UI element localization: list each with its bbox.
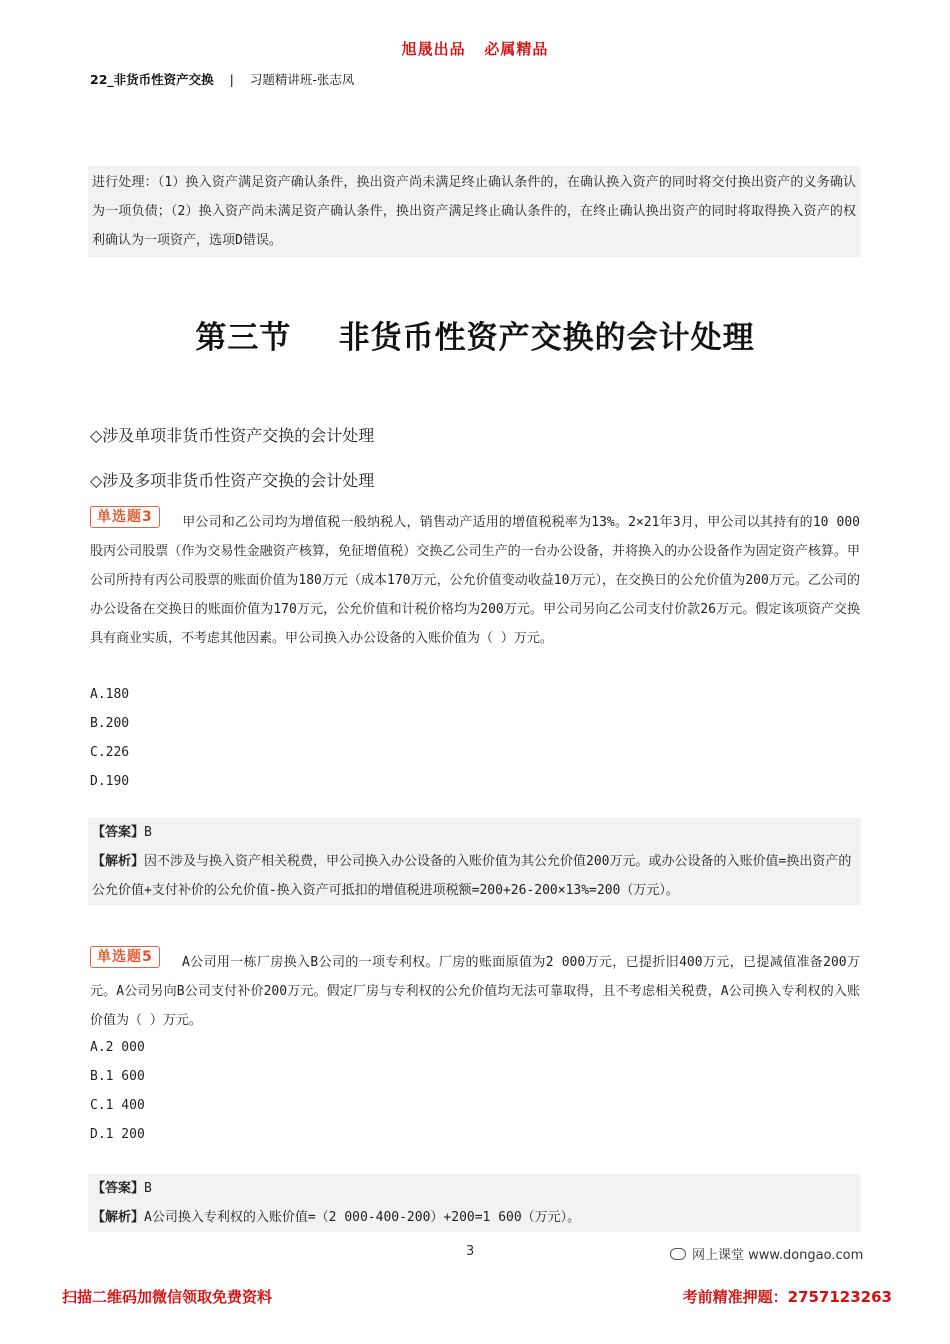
question-stem <box>90 948 860 1035</box>
previous-explanation: 进行处理：（1）换入资产满足资产确认条件，换出资产尚未满足终止确认条件的，在确认换入资产的同时将交付换出资产的义务确认为一项负债；（2）换入资产尚未满足资产确认条件，换出资产满足终止确认条件的，在终止确认换出资产的同时将取得换入资产的权利确认为一项资产，选项D错误。 <box>88 166 861 257</box>
answer-line <box>92 1174 856 1203</box>
analysis-text: A公司换入专利权的入账价值=（2 000-400-200）+200=1 600（万元）。 <box>144 1210 581 1225</box>
question-text: A公司用一栋厂房换入B公司的一项专利权。厂房的账面原值为2 000万元，已提折旧400万元，已提减值准备200万元。A公司另向B公司支付补价200万元。假定厂房与专利权的公允价值均无法可靠取得，且不考虑相关税费，A公司换入专利权的入账价值为（ ）万元。 <box>90 955 860 1028</box>
option-c: C.1 400 <box>90 1098 145 1113</box>
option-b: B.200 <box>90 716 130 731</box>
answer-block <box>88 818 861 905</box>
course-subtitle: 习题精讲班-张志凤 <box>249 72 355 87</box>
analysis-label: 【解析】 <box>92 854 145 869</box>
footer-brand <box>670 1244 863 1263</box>
answer-line <box>92 818 856 847</box>
question-badge: 单选题5 <box>90 946 160 968</box>
promo-left: 扫描二维码加微信领取免费资料 <box>62 1288 273 1306</box>
option-a: A.2 000 <box>90 1040 145 1055</box>
course-code: 22_非货币性资产交换 <box>90 72 214 87</box>
answer-label: 【答案】 <box>92 825 145 840</box>
running-header <box>90 70 354 88</box>
answer-label: 【答案】 <box>92 1181 145 1196</box>
option-c: C.226 <box>90 745 130 760</box>
analysis-text: 因不涉及与换入资产相关税费，甲公司换入办公设备的入账价值为其公允价值200万元。或办公设备的入账价值=换出资产的公允价值+支付补价的公允价值-换入资产可抵扣的增值税进项税额=200+26-200×13%=200（万元）。 <box>92 854 852 898</box>
header-separator: | <box>229 72 234 87</box>
bullet-multi-exchange: ◇涉及多项非货币性资产交换的会计处理 <box>90 471 375 490</box>
option-d: D.1 200 <box>90 1127 145 1142</box>
analysis-label: 【解析】 <box>92 1210 145 1225</box>
cloud-icon <box>670 1248 686 1260</box>
question-text: 甲公司和乙公司均为增值税一般纳税人，销售动产适用的增值税税率为13%。2×21年3月，甲公司以其持有的10 000股丙公司股票（作为交易性金融资产核算，免征增值税）交换乙公司生产的一台办公设备，并将换入的办公设备作为固定资产核算。甲公司所持有丙公司股票的账面价值为180万元（成本170万元，公允价值变动收益10万元），在交换日的公允价值为200万元。乙公司的办公设备在交换日的账面价值为170万元，公允价值和计税价格均为200万元。甲公司另向乙公司支付价款26万元。假定该项资产交换具有商业实质，不考虑其他因素。甲公司换入办公设备的入账价值为（ ）万元。 <box>90 515 860 646</box>
bullet-single-exchange: ◇涉及单项非货币性资产交换的会计处理 <box>90 426 375 445</box>
answer-value: B <box>144 1181 152 1196</box>
option-d: D.190 <box>90 774 130 789</box>
question-badge: 单选题3 <box>90 506 160 528</box>
analysis-line <box>92 1203 856 1232</box>
question-stem <box>90 508 860 653</box>
page-number: 3 <box>466 1244 475 1259</box>
answer-block <box>88 1174 861 1232</box>
promo-right: 考前精准押题：2757123263 <box>682 1288 892 1306</box>
brand-text: 网上课堂 www.dongao.com <box>692 1248 864 1263</box>
answer-value: B <box>144 825 152 840</box>
section-title: 第三节 非货币性资产交换的会计处理 <box>195 320 755 356</box>
top-banner: 旭晟出品 必属精品 <box>401 40 549 58</box>
option-b: B.1 600 <box>90 1069 145 1084</box>
analysis-line <box>92 847 856 905</box>
option-a: A.180 <box>90 687 130 702</box>
